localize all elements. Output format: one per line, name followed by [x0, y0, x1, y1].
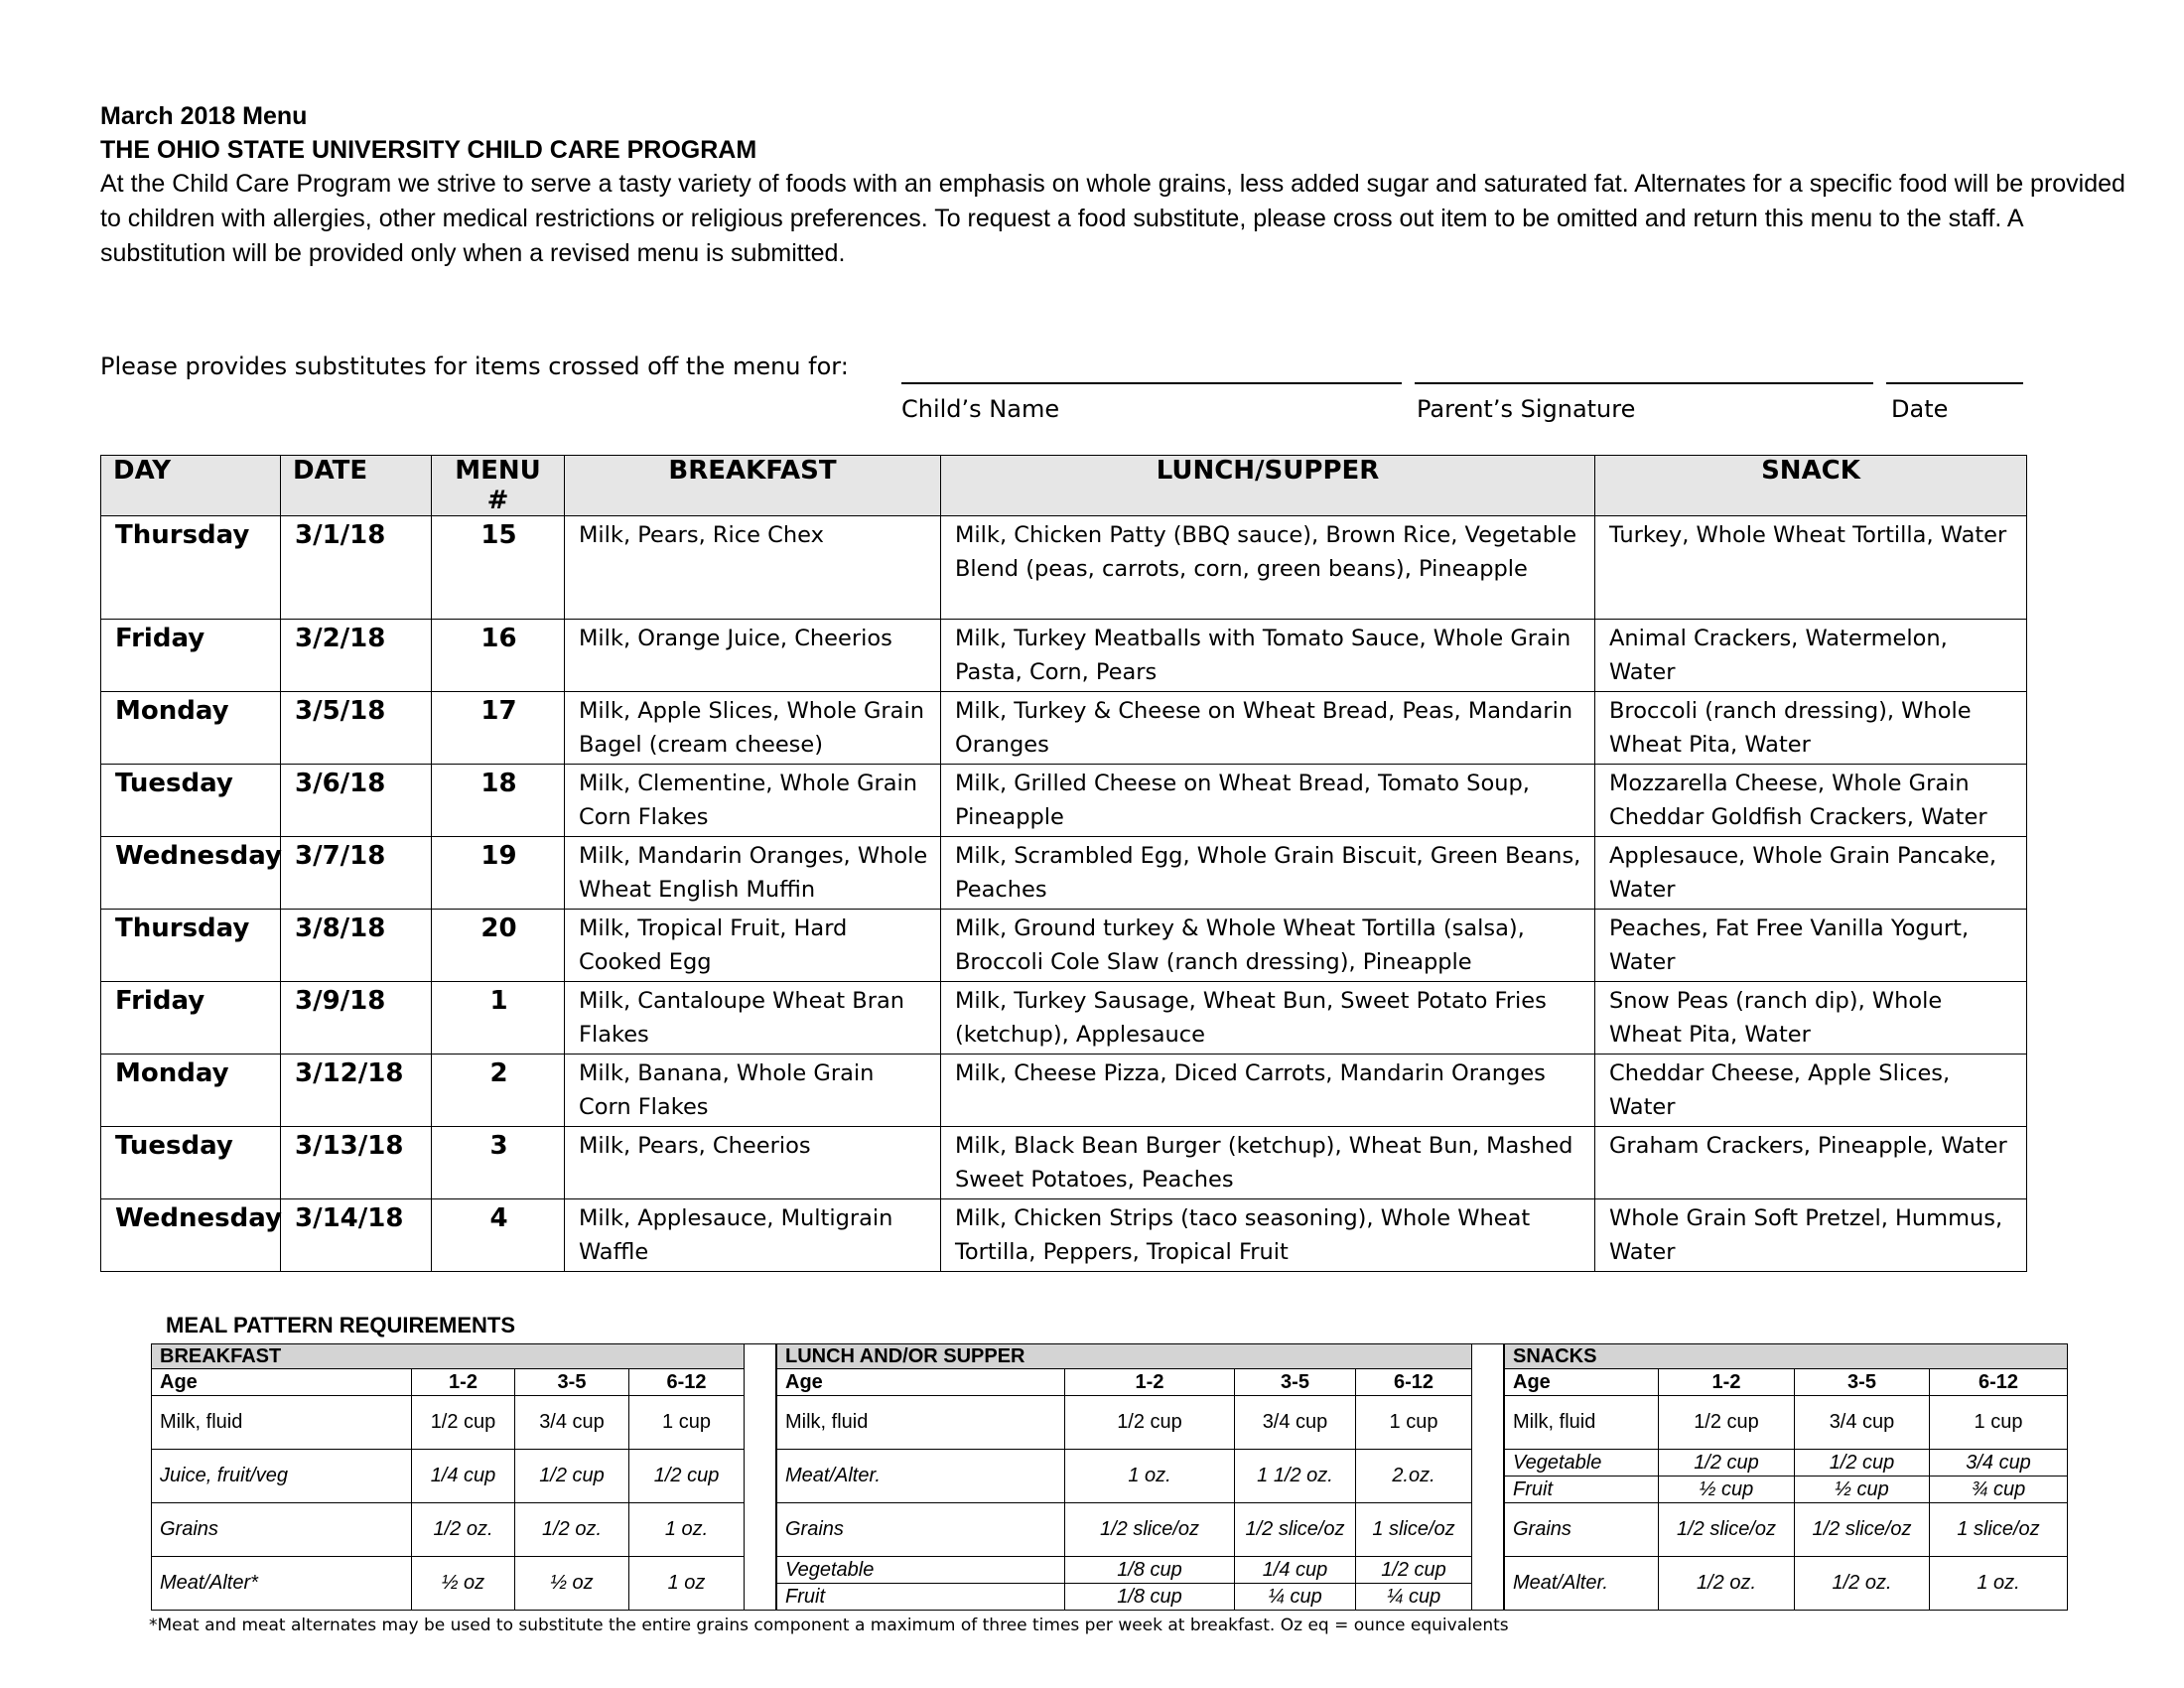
pattern-value: 1 cup: [629, 1396, 745, 1450]
pattern-value: 1/2 cup: [412, 1396, 515, 1450]
age-3-5-header: 3-5: [1235, 1369, 1356, 1396]
age-6-12-header: 6-12: [629, 1369, 745, 1396]
footnote: *Meat and meat alternates may be used to substitute the entire grains component a maximum of three times per week at breakfast. Oz eq = ounce equivalents: [149, 1616, 1509, 1635]
pattern-value: 1/2 cup: [515, 1450, 629, 1503]
age-1-2-header: 1-2: [1065, 1369, 1235, 1396]
breakfast-cell: Milk, Pears, Rice Chex: [565, 516, 941, 620]
menu-number-cell: 17: [432, 692, 565, 765]
date-cell: 3/13/18: [281, 1127, 432, 1199]
pattern-value: ½ cup: [1795, 1477, 1930, 1503]
snack-cell: Snow Peas (ranch dip), Whole Wheat Pita, Water: [1595, 982, 2027, 1055]
pattern-value: 1/2 oz.: [412, 1503, 515, 1557]
parent-signature-field[interactable]: [1415, 382, 1873, 384]
parent-signature-label: Parent’s Signature: [1417, 395, 1636, 423]
pattern-value: ¼ cup: [1356, 1584, 1472, 1611]
breakfast-pattern-table: [151, 1343, 745, 1611]
pattern-value: 3/4 cup: [1795, 1396, 1930, 1450]
date-cell: 3/6/18: [281, 765, 432, 837]
pattern-value: 1 slice/oz: [1930, 1503, 2068, 1557]
lunch-pattern-table: [776, 1343, 1472, 1611]
pattern-value: 1/2 slice/oz: [1795, 1503, 1930, 1557]
pattern-value: 1 oz.: [1930, 1557, 2068, 1611]
day-cell: Friday: [101, 982, 281, 1055]
day-cell: Wednesday: [101, 837, 281, 910]
day-cell: Wednesday: [101, 1199, 281, 1272]
col-menu-number: MENU #: [432, 456, 565, 516]
breakfast-cell: Milk, Orange Juice, Cheerios: [565, 620, 941, 692]
date-field[interactable]: [1886, 382, 2023, 384]
page-header: [100, 99, 2125, 271]
menu-number-cell: 20: [432, 910, 565, 982]
pattern-value: 1/8 cup: [1065, 1557, 1235, 1584]
pattern-item: Grains: [1505, 1503, 1659, 1557]
col-day: DAY: [101, 456, 281, 516]
date-label: Date: [1891, 395, 1949, 423]
menu-row: [101, 1127, 2027, 1199]
pattern-value: 1 slice/oz: [1356, 1503, 1472, 1557]
pattern-value: 1/2 cup: [1065, 1396, 1235, 1450]
lunch-cell: Milk, Scrambled Egg, Whole Grain Biscuit, Green Beans, Peaches: [941, 837, 1595, 910]
menu-row: [101, 982, 2027, 1055]
pattern-item: Vegetable: [777, 1557, 1065, 1584]
snack-cell: Mozzarella Cheese, Whole Grain Cheddar Goldfish Crackers, Water: [1595, 765, 2027, 837]
snack-cell: Animal Crackers, Watermelon, Water: [1595, 620, 2027, 692]
menu-number-cell: 3: [432, 1127, 565, 1199]
intro-paragraph: At the Child Care Program we strive to serve a tasty variety of foods with an emphasis on whole grains, less added sugar and saturated fat. Alternates for a specific food will be provided to children with allergies, other medical restrictions or religious preferences. To request a food substitute, please cross out item to be omitted and return this menu to the staff. A substitution will be provided only when a revised menu is submitted.: [100, 170, 2125, 267]
pattern-value: ½ cup: [1659, 1477, 1795, 1503]
pattern-value: 1/2 oz.: [1659, 1557, 1795, 1611]
breakfast-cell: Milk, Tropical Fruit, Hard Cooked Egg: [565, 910, 941, 982]
pattern-value: ¼ cup: [1235, 1584, 1356, 1611]
snack-cell: Broccoli (ranch dressing), Whole Wheat Pita, Water: [1595, 692, 2027, 765]
pattern-value: 1/4 cup: [1235, 1557, 1356, 1584]
pattern-value: 1/2 slice/oz: [1659, 1503, 1795, 1557]
pattern-value: 3/4 cup: [515, 1396, 629, 1450]
pattern-item: Juice, fruit/veg: [152, 1450, 412, 1503]
pattern-item: Fruit: [777, 1584, 1065, 1611]
pattern-value: 1/2 cup: [629, 1450, 745, 1503]
menu-row: [101, 692, 2027, 765]
pattern-item: Milk, fluid: [777, 1396, 1065, 1450]
child-name-field[interactable]: [901, 382, 1402, 384]
breakfast-pattern-heading: BREAKFAST: [152, 1344, 745, 1369]
pattern-item: Grains: [777, 1503, 1065, 1557]
breakfast-cell: Milk, Cantaloupe Wheat Bran Flakes: [565, 982, 941, 1055]
lunch-cell: Milk, Grilled Cheese on Wheat Bread, Tomato Soup, Pineapple: [941, 765, 1595, 837]
menu-number-cell: 15: [432, 516, 565, 620]
pattern-item: Meat/Alter*: [152, 1557, 412, 1611]
date-cell: 3/12/18: [281, 1055, 432, 1127]
pattern-value: 1/2 cup: [1659, 1396, 1795, 1450]
pattern-value: ¾ cup: [1930, 1477, 2068, 1503]
menu-row: [101, 765, 2027, 837]
age-header: Age: [152, 1369, 412, 1396]
menu-table: [100, 455, 2027, 1272]
pattern-value: 3/4 cup: [1930, 1450, 2068, 1477]
date-cell: 3/8/18: [281, 910, 432, 982]
date-cell: 3/5/18: [281, 692, 432, 765]
pattern-item: Fruit: [1505, 1477, 1659, 1503]
day-cell: Tuesday: [101, 1127, 281, 1199]
menu-number-cell: 4: [432, 1199, 565, 1272]
pattern-value: 1/2 slice/oz: [1235, 1503, 1356, 1557]
pattern-value: ½ oz: [412, 1557, 515, 1611]
pattern-value: 1/2 oz.: [1795, 1557, 1930, 1611]
age-3-5-header: 3-5: [1795, 1369, 1930, 1396]
lunch-cell: Milk, Cheese Pizza, Diced Carrots, Mandarin Oranges: [941, 1055, 1595, 1127]
snack-cell: Cheddar Cheese, Apple Slices, Water: [1595, 1055, 2027, 1127]
child-name-label: Child’s Name: [901, 395, 1060, 423]
pattern-value: 1/2 cup: [1356, 1557, 1472, 1584]
table-spacer: [744, 1343, 776, 1611]
snacks-pattern-heading: SNACKS: [1505, 1344, 2068, 1369]
pattern-value: 1/8 cup: [1065, 1584, 1235, 1611]
pattern-item: Meat/Alter.: [777, 1450, 1065, 1503]
pattern-value: 1/2 cup: [1795, 1450, 1930, 1477]
pattern-value: 1 oz.: [629, 1503, 745, 1557]
age-header: Age: [777, 1369, 1065, 1396]
menu-row: [101, 1055, 2027, 1127]
lunch-cell: Milk, Chicken Strips (taco seasoning), Whole Wheat Tortilla, Peppers, Tropical Fruit: [941, 1199, 1595, 1272]
age-6-12-header: 6-12: [1356, 1369, 1472, 1396]
meal-pattern-title: MEAL PATTERN REQUIREMENTS: [166, 1313, 516, 1337]
pattern-value: 1/4 cup: [412, 1450, 515, 1503]
date-cell: 3/9/18: [281, 982, 432, 1055]
age-1-2-header: 1-2: [412, 1369, 515, 1396]
day-cell: Friday: [101, 620, 281, 692]
snack-cell: Turkey, Whole Wheat Tortilla, Water: [1595, 516, 2027, 620]
menu-row: [101, 837, 2027, 910]
menu-row: [101, 1199, 2027, 1272]
breakfast-cell: Milk, Apple Slices, Whole Grain Bagel (cream cheese): [565, 692, 941, 765]
lunch-cell: Milk, Turkey Sausage, Wheat Bun, Sweet Potato Fries (ketchup), Applesauce: [941, 982, 1595, 1055]
lunch-cell: Milk, Turkey & Cheese on Wheat Bread, Peas, Mandarin Oranges: [941, 692, 1595, 765]
pattern-item: Vegetable: [1505, 1450, 1659, 1477]
date-cell: 3/14/18: [281, 1199, 432, 1272]
lunch-cell: Milk, Ground turkey & Whole Wheat Tortilla (salsa), Broccoli Cole Slaw (ranch dressing), Pineapple: [941, 910, 1595, 982]
col-snack: SNACK: [1595, 456, 2027, 516]
lunch-cell: Milk, Chicken Patty (BBQ sauce), Brown Rice, Vegetable Blend (peas, carrots, corn, green beans), Pineapple: [941, 516, 1595, 620]
age-header: Age: [1505, 1369, 1659, 1396]
breakfast-cell: Milk, Applesauce, Multigrain Waffle: [565, 1199, 941, 1272]
pattern-value: 1 1/2 oz.: [1235, 1450, 1356, 1503]
pattern-value: 2.oz.: [1356, 1450, 1472, 1503]
snacks-pattern-table: [1504, 1343, 2068, 1611]
snack-cell: Peaches, Fat Free Vanilla Yogurt, Water: [1595, 910, 2027, 982]
breakfast-cell: Milk, Clementine, Whole Grain Corn Flakes: [565, 765, 941, 837]
pattern-value: 1 oz: [629, 1557, 745, 1611]
menu-number-cell: 19: [432, 837, 565, 910]
day-cell: Monday: [101, 1055, 281, 1127]
pattern-item: Meat/Alter.: [1505, 1557, 1659, 1611]
menu-header-row: [101, 456, 2027, 516]
pattern-value: 1 cup: [1930, 1396, 2068, 1450]
menu-row: [101, 620, 2027, 692]
pattern-item: Grains: [152, 1503, 412, 1557]
lunch-cell: Milk, Turkey Meatballs with Tomato Sauce, Whole Grain Pasta, Corn, Pears: [941, 620, 1595, 692]
substitution-prompt: Please provides substitutes for items crossed off the menu for:: [100, 352, 849, 380]
pattern-value: ½ oz: [515, 1557, 629, 1611]
menu-number-cell: 18: [432, 765, 565, 837]
breakfast-cell: Milk, Banana, Whole Grain Corn Flakes: [565, 1055, 941, 1127]
pattern-item: Milk, fluid: [1505, 1396, 1659, 1450]
day-cell: Thursday: [101, 910, 281, 982]
pattern-value: 1 cup: [1356, 1396, 1472, 1450]
pattern-value: 1/2 slice/oz: [1065, 1503, 1235, 1557]
day-cell: Thursday: [101, 516, 281, 620]
snack-cell: Graham Crackers, Pineapple, Water: [1595, 1127, 2027, 1199]
pattern-value: 3/4 cup: [1235, 1396, 1356, 1450]
menu-number-cell: 16: [432, 620, 565, 692]
age-3-5-header: 3-5: [515, 1369, 629, 1396]
day-cell: Monday: [101, 692, 281, 765]
menu-title: March 2018 Menu: [100, 102, 308, 130]
pattern-item: Milk, fluid: [152, 1396, 412, 1450]
pattern-value: 1/2 oz.: [515, 1503, 629, 1557]
table-spacer: [1471, 1343, 1504, 1611]
age-1-2-header: 1-2: [1659, 1369, 1795, 1396]
pattern-value: 1 oz.: [1065, 1450, 1235, 1503]
lunch-cell: Milk, Black Bean Burger (ketchup), Wheat Bun, Mashed Sweet Potatoes, Peaches: [941, 1127, 1595, 1199]
menu-number-cell: 1: [432, 982, 565, 1055]
date-cell: 3/7/18: [281, 837, 432, 910]
date-cell: 3/1/18: [281, 516, 432, 620]
age-6-12-header: 6-12: [1930, 1369, 2068, 1396]
col-breakfast: BREAKFAST: [565, 456, 941, 516]
col-lunch-supper: LUNCH/SUPPER: [941, 456, 1595, 516]
col-date: DATE: [281, 456, 432, 516]
program-name: THE OHIO STATE UNIVERSITY CHILD CARE PROGRAM: [100, 136, 757, 164]
day-cell: Tuesday: [101, 765, 281, 837]
menu-number-cell: 2: [432, 1055, 565, 1127]
breakfast-cell: Milk, Pears, Cheerios: [565, 1127, 941, 1199]
snack-cell: Applesauce, Whole Grain Pancake, Water: [1595, 837, 2027, 910]
menu-row: [101, 516, 2027, 620]
pattern-value: 1/2 cup: [1659, 1450, 1795, 1477]
snack-cell: Whole Grain Soft Pretzel, Hummus, Water: [1595, 1199, 2027, 1272]
menu-row: [101, 910, 2027, 982]
date-cell: 3/2/18: [281, 620, 432, 692]
lunch-pattern-heading: LUNCH AND/OR SUPPER: [777, 1344, 1472, 1369]
breakfast-cell: Milk, Mandarin Oranges, Whole Wheat English Muffin: [565, 837, 941, 910]
